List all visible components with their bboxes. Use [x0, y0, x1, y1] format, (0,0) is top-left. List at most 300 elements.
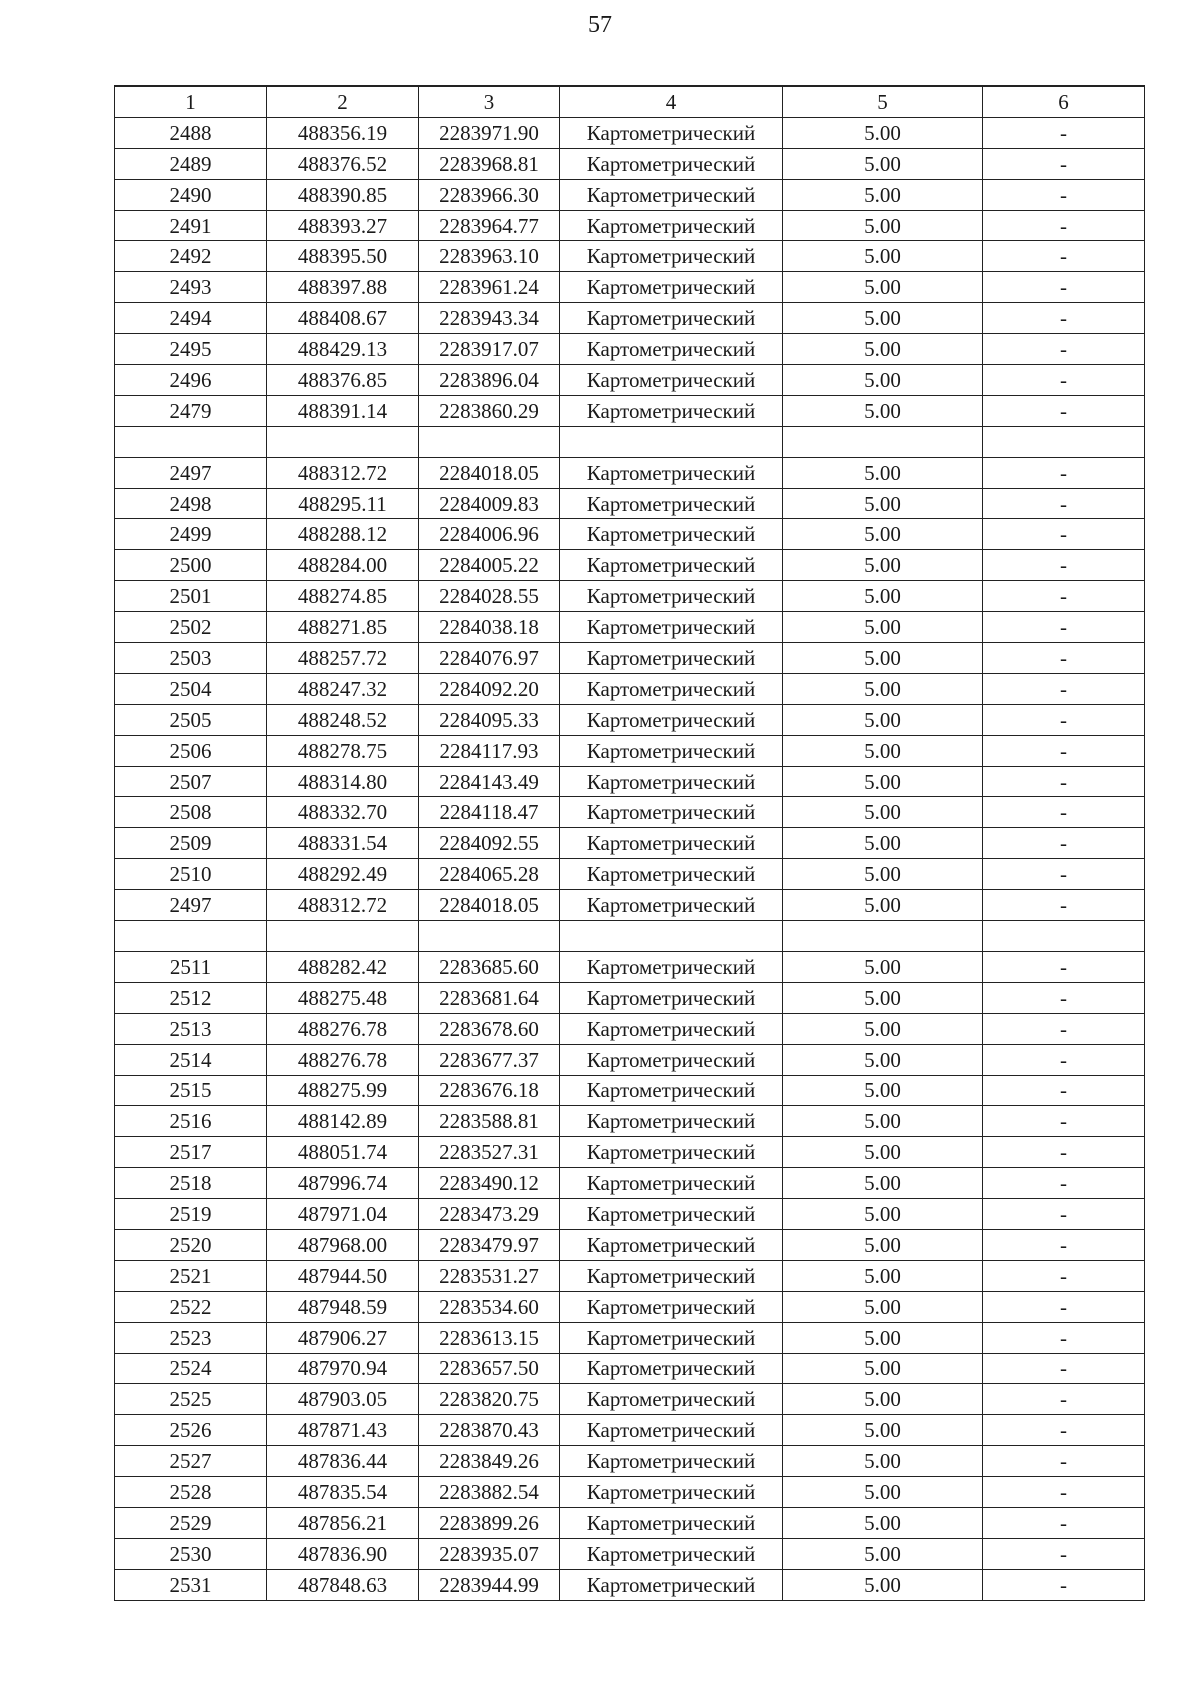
- accuracy-cell: 5.00: [783, 1353, 983, 1384]
- empty-cell: [783, 426, 983, 457]
- y-coordinate-cell: 2283479.97: [419, 1229, 560, 1260]
- x-coordinate-cell: 488275.48: [267, 982, 419, 1013]
- note-cell: -: [983, 334, 1145, 365]
- x-coordinate-cell: 488429.13: [267, 334, 419, 365]
- method-cell: Картометрический: [560, 1075, 783, 1106]
- y-coordinate-cell: 2283961.24: [419, 272, 560, 303]
- table-row: [115, 179, 1145, 210]
- method-cell: Картометрический: [560, 1044, 783, 1075]
- point-number-cell: 2515: [115, 1075, 267, 1106]
- note-cell: -: [983, 1507, 1145, 1538]
- method-cell: Картометрический: [560, 1322, 783, 1353]
- table-row: [115, 148, 1145, 179]
- y-coordinate-cell: 2283849.26: [419, 1446, 560, 1477]
- table-row: [115, 735, 1145, 766]
- point-number-cell: 2524: [115, 1353, 267, 1384]
- note-cell: -: [983, 612, 1145, 643]
- point-number-cell: 2520: [115, 1229, 267, 1260]
- x-coordinate-cell: 487968.00: [267, 1229, 419, 1260]
- method-cell: Картометрический: [560, 859, 783, 890]
- accuracy-cell: 5.00: [783, 272, 983, 303]
- table-row: [115, 1322, 1145, 1353]
- accuracy-cell: 5.00: [783, 612, 983, 643]
- method-cell: Картометрический: [560, 395, 783, 426]
- note-cell: -: [983, 395, 1145, 426]
- group-separator-row: [115, 426, 1145, 457]
- note-cell: -: [983, 1477, 1145, 1508]
- method-cell: Картометрический: [560, 1538, 783, 1569]
- note-cell: -: [983, 581, 1145, 612]
- point-number-cell: 2489: [115, 148, 267, 179]
- accuracy-cell: 5.00: [783, 365, 983, 396]
- table-row: [115, 272, 1145, 303]
- accuracy-cell: 5.00: [783, 673, 983, 704]
- accuracy-cell: 5.00: [783, 1013, 983, 1044]
- y-coordinate-cell: 2283968.81: [419, 148, 560, 179]
- x-coordinate-cell: 488247.32: [267, 673, 419, 704]
- y-coordinate-cell: 2284118.47: [419, 797, 560, 828]
- method-cell: Картометрический: [560, 1106, 783, 1137]
- accuracy-cell: 5.00: [783, 704, 983, 735]
- y-coordinate-cell: 2284038.18: [419, 612, 560, 643]
- x-coordinate-cell: 487871.43: [267, 1415, 419, 1446]
- method-cell: Картометрический: [560, 241, 783, 272]
- table-row: [115, 828, 1145, 859]
- accuracy-cell: 5.00: [783, 241, 983, 272]
- x-coordinate-cell: 488051.74: [267, 1137, 419, 1168]
- method-cell: Картометрический: [560, 1415, 783, 1446]
- accuracy-cell: 5.00: [783, 797, 983, 828]
- table-row: [115, 550, 1145, 581]
- table-row: [115, 1384, 1145, 1415]
- point-number-cell: 2517: [115, 1137, 267, 1168]
- point-number-cell: 2494: [115, 303, 267, 334]
- note-cell: -: [983, 643, 1145, 674]
- x-coordinate-cell: 487970.94: [267, 1353, 419, 1384]
- x-coordinate-cell: 487836.90: [267, 1538, 419, 1569]
- x-coordinate-cell: 488314.80: [267, 766, 419, 797]
- table-row: [115, 766, 1145, 797]
- table-row: [115, 365, 1145, 396]
- note-cell: -: [983, 210, 1145, 241]
- accuracy-cell: 5.00: [783, 519, 983, 550]
- accuracy-cell: 5.00: [783, 735, 983, 766]
- method-cell: Картометрический: [560, 272, 783, 303]
- table-row: [115, 1199, 1145, 1230]
- y-coordinate-cell: 2283534.60: [419, 1291, 560, 1322]
- y-coordinate-cell: 2284076.97: [419, 643, 560, 674]
- accuracy-cell: 5.00: [783, 210, 983, 241]
- method-cell: Картометрический: [560, 673, 783, 704]
- point-number-cell: 2512: [115, 982, 267, 1013]
- column-header-6: 6: [983, 86, 1145, 117]
- table-row: [115, 1075, 1145, 1106]
- method-cell: Картометрический: [560, 828, 783, 859]
- point-number-cell: 2491: [115, 210, 267, 241]
- accuracy-cell: 5.00: [783, 1229, 983, 1260]
- y-coordinate-cell: 2284018.05: [419, 890, 560, 921]
- note-cell: -: [983, 735, 1145, 766]
- table-row: [115, 951, 1145, 982]
- x-coordinate-cell: 487903.05: [267, 1384, 419, 1415]
- note-cell: -: [983, 457, 1145, 488]
- y-coordinate-cell: 2283896.04: [419, 365, 560, 396]
- method-cell: Картометрический: [560, 179, 783, 210]
- method-cell: Картометрический: [560, 1353, 783, 1384]
- note-cell: -: [983, 1229, 1145, 1260]
- point-number-cell: 2523: [115, 1322, 267, 1353]
- note-cell: -: [983, 1291, 1145, 1322]
- column-header-5: 5: [783, 86, 983, 117]
- point-number-cell: 2519: [115, 1199, 267, 1230]
- method-cell: Картометрический: [560, 210, 783, 241]
- point-number-cell: 2506: [115, 735, 267, 766]
- y-coordinate-cell: 2283860.29: [419, 395, 560, 426]
- x-coordinate-cell: 488397.88: [267, 272, 419, 303]
- point-number-cell: 2497: [115, 890, 267, 921]
- point-number-cell: 2498: [115, 488, 267, 519]
- point-number-cell: 2490: [115, 179, 267, 210]
- method-cell: Картометрический: [560, 1291, 783, 1322]
- y-coordinate-cell: 2284117.93: [419, 735, 560, 766]
- accuracy-cell: 5.00: [783, 488, 983, 519]
- method-cell: Картометрический: [560, 488, 783, 519]
- x-coordinate-cell: 487996.74: [267, 1168, 419, 1199]
- method-cell: Картометрический: [560, 643, 783, 674]
- y-coordinate-cell: 2283588.81: [419, 1106, 560, 1137]
- method-cell: Картометрический: [560, 1137, 783, 1168]
- method-cell: Картометрический: [560, 766, 783, 797]
- point-number-cell: 2530: [115, 1538, 267, 1569]
- note-cell: -: [983, 1353, 1145, 1384]
- note-cell: -: [983, 1168, 1145, 1199]
- method-cell: Картометрический: [560, 1168, 783, 1199]
- accuracy-cell: 5.00: [783, 1137, 983, 1168]
- method-cell: Картометрический: [560, 148, 783, 179]
- x-coordinate-cell: 487971.04: [267, 1199, 419, 1230]
- x-coordinate-cell: 487856.21: [267, 1507, 419, 1538]
- accuracy-cell: 5.00: [783, 1260, 983, 1291]
- point-number-cell: 2511: [115, 951, 267, 982]
- note-cell: -: [983, 272, 1145, 303]
- accuracy-cell: 5.00: [783, 890, 983, 921]
- y-coordinate-cell: 2283490.12: [419, 1168, 560, 1199]
- note-cell: -: [983, 951, 1145, 982]
- accuracy-cell: 5.00: [783, 1477, 983, 1508]
- note-cell: -: [983, 1013, 1145, 1044]
- note-cell: -: [983, 828, 1145, 859]
- accuracy-cell: 5.00: [783, 550, 983, 581]
- empty-cell: [267, 426, 419, 457]
- accuracy-cell: 5.00: [783, 303, 983, 334]
- accuracy-cell: 5.00: [783, 1106, 983, 1137]
- y-coordinate-cell: 2284006.96: [419, 519, 560, 550]
- y-coordinate-cell: 2284028.55: [419, 581, 560, 612]
- method-cell: Картометрический: [560, 457, 783, 488]
- x-coordinate-cell: 487836.44: [267, 1446, 419, 1477]
- y-coordinate-cell: 2283681.64: [419, 982, 560, 1013]
- empty-cell: [267, 921, 419, 952]
- x-coordinate-cell: 488331.54: [267, 828, 419, 859]
- method-cell: Картометрический: [560, 1477, 783, 1508]
- point-number-cell: 2502: [115, 612, 267, 643]
- accuracy-cell: 5.00: [783, 766, 983, 797]
- point-number-cell: 2508: [115, 797, 267, 828]
- column-header-4: 4: [560, 86, 783, 117]
- x-coordinate-cell: 488295.11: [267, 488, 419, 519]
- point-number-cell: 2500: [115, 550, 267, 581]
- table-row: [115, 1229, 1145, 1260]
- accuracy-cell: 5.00: [783, 581, 983, 612]
- method-cell: Картометрический: [560, 1013, 783, 1044]
- point-number-cell: 2527: [115, 1446, 267, 1477]
- accuracy-cell: 5.00: [783, 334, 983, 365]
- x-coordinate-cell: 487906.27: [267, 1322, 419, 1353]
- note-cell: -: [983, 797, 1145, 828]
- point-number-cell: 2513: [115, 1013, 267, 1044]
- method-cell: Картометрический: [560, 1446, 783, 1477]
- table-row: [115, 1044, 1145, 1075]
- note-cell: -: [983, 1384, 1145, 1415]
- point-number-cell: 2528: [115, 1477, 267, 1508]
- x-coordinate-cell: 488332.70: [267, 797, 419, 828]
- accuracy-cell: 5.00: [783, 457, 983, 488]
- note-cell: -: [983, 1260, 1145, 1291]
- accuracy-cell: 5.00: [783, 395, 983, 426]
- y-coordinate-cell: 2283820.75: [419, 1384, 560, 1415]
- accuracy-cell: 5.00: [783, 1044, 983, 1075]
- point-number-cell: 2496: [115, 365, 267, 396]
- point-number-cell: 2505: [115, 704, 267, 735]
- y-coordinate-cell: 2283676.18: [419, 1075, 560, 1106]
- x-coordinate-cell: 488312.72: [267, 457, 419, 488]
- table-row: [115, 890, 1145, 921]
- table-row: [115, 1477, 1145, 1508]
- accuracy-cell: 5.00: [783, 1446, 983, 1477]
- note-cell: -: [983, 1415, 1145, 1446]
- y-coordinate-cell: 2283899.26: [419, 1507, 560, 1538]
- x-coordinate-cell: 488390.85: [267, 179, 419, 210]
- method-cell: Картометрический: [560, 890, 783, 921]
- x-coordinate-cell: 488376.52: [267, 148, 419, 179]
- note-cell: -: [983, 148, 1145, 179]
- table-header-row: [115, 86, 1145, 117]
- note-cell: -: [983, 859, 1145, 890]
- table-row: [115, 1168, 1145, 1199]
- method-cell: Картометрический: [560, 117, 783, 148]
- x-coordinate-cell: 488284.00: [267, 550, 419, 581]
- point-number-cell: 2516: [115, 1106, 267, 1137]
- y-coordinate-cell: 2283657.50: [419, 1353, 560, 1384]
- x-coordinate-cell: 488288.12: [267, 519, 419, 550]
- method-cell: Картометрический: [560, 303, 783, 334]
- point-number-cell: 2503: [115, 643, 267, 674]
- method-cell: Картометрический: [560, 735, 783, 766]
- y-coordinate-cell: 2283943.34: [419, 303, 560, 334]
- x-coordinate-cell: 488276.78: [267, 1044, 419, 1075]
- point-number-cell: 2522: [115, 1291, 267, 1322]
- method-cell: Картометрический: [560, 365, 783, 396]
- accuracy-cell: 5.00: [783, 828, 983, 859]
- x-coordinate-cell: 488274.85: [267, 581, 419, 612]
- note-cell: -: [983, 673, 1145, 704]
- table-row: [115, 303, 1145, 334]
- empty-cell: [419, 426, 560, 457]
- table-row: [115, 519, 1145, 550]
- note-cell: -: [983, 1044, 1145, 1075]
- accuracy-cell: 5.00: [783, 1168, 983, 1199]
- note-cell: -: [983, 519, 1145, 550]
- x-coordinate-cell: 488248.52: [267, 704, 419, 735]
- table-row: [115, 457, 1145, 488]
- x-coordinate-cell: 488271.85: [267, 612, 419, 643]
- point-number-cell: 2510: [115, 859, 267, 890]
- x-coordinate-cell: 488275.99: [267, 1075, 419, 1106]
- table-row: [115, 797, 1145, 828]
- note-cell: -: [983, 303, 1145, 334]
- table-row: [115, 581, 1145, 612]
- method-cell: Картометрический: [560, 1260, 783, 1291]
- y-coordinate-cell: 2284095.33: [419, 704, 560, 735]
- empty-cell: [560, 426, 783, 457]
- accuracy-cell: 5.00: [783, 1569, 983, 1600]
- empty-cell: [983, 426, 1145, 457]
- y-coordinate-cell: 2284092.20: [419, 673, 560, 704]
- y-coordinate-cell: 2283935.07: [419, 1538, 560, 1569]
- point-number-cell: 2504: [115, 673, 267, 704]
- point-number-cell: 2529: [115, 1507, 267, 1538]
- note-cell: -: [983, 890, 1145, 921]
- y-coordinate-cell: 2283527.31: [419, 1137, 560, 1168]
- table-row: [115, 241, 1145, 272]
- note-cell: -: [983, 1569, 1145, 1600]
- accuracy-cell: 5.00: [783, 951, 983, 982]
- note-cell: -: [983, 704, 1145, 735]
- accuracy-cell: 5.00: [783, 117, 983, 148]
- coordinates-table: [114, 85, 1145, 1601]
- note-cell: -: [983, 488, 1145, 519]
- note-cell: -: [983, 1106, 1145, 1137]
- point-number-cell: 2492: [115, 241, 267, 272]
- y-coordinate-cell: 2283613.15: [419, 1322, 560, 1353]
- y-coordinate-cell: 2284018.05: [419, 457, 560, 488]
- accuracy-cell: 5.00: [783, 643, 983, 674]
- note-cell: -: [983, 365, 1145, 396]
- point-number-cell: 2488: [115, 117, 267, 148]
- accuracy-cell: 5.00: [783, 1199, 983, 1230]
- method-cell: Картометрический: [560, 1229, 783, 1260]
- y-coordinate-cell: 2284005.22: [419, 550, 560, 581]
- table-row: [115, 1569, 1145, 1600]
- method-cell: Картометрический: [560, 1569, 783, 1600]
- point-number-cell: 2493: [115, 272, 267, 303]
- accuracy-cell: 5.00: [783, 1075, 983, 1106]
- note-cell: -: [983, 1322, 1145, 1353]
- point-number-cell: 2526: [115, 1415, 267, 1446]
- note-cell: -: [983, 1446, 1145, 1477]
- note-cell: -: [983, 241, 1145, 272]
- point-number-cell: 2518: [115, 1168, 267, 1199]
- method-cell: Картометрический: [560, 1384, 783, 1415]
- x-coordinate-cell: 488292.49: [267, 859, 419, 890]
- x-coordinate-cell: 488356.19: [267, 117, 419, 148]
- empty-cell: [115, 426, 267, 457]
- table-row: [115, 334, 1145, 365]
- note-cell: -: [983, 179, 1145, 210]
- table-row: [115, 210, 1145, 241]
- method-cell: Картометрический: [560, 1199, 783, 1230]
- page-number: 57: [588, 12, 612, 38]
- empty-cell: [983, 921, 1145, 952]
- y-coordinate-cell: 2283964.77: [419, 210, 560, 241]
- point-number-cell: 2507: [115, 766, 267, 797]
- note-cell: -: [983, 550, 1145, 581]
- y-coordinate-cell: 2283870.43: [419, 1415, 560, 1446]
- note-cell: -: [983, 1075, 1145, 1106]
- table-row: [115, 1446, 1145, 1477]
- point-number-cell: 2495: [115, 334, 267, 365]
- note-cell: -: [983, 117, 1145, 148]
- method-cell: Картометрический: [560, 951, 783, 982]
- table-row: [115, 395, 1145, 426]
- x-coordinate-cell: 488395.50: [267, 241, 419, 272]
- point-number-cell: 2525: [115, 1384, 267, 1415]
- x-coordinate-cell: 488393.27: [267, 210, 419, 241]
- table-row: [115, 1260, 1145, 1291]
- x-coordinate-cell: 488312.72: [267, 890, 419, 921]
- table-row: [115, 1291, 1145, 1322]
- x-coordinate-cell: 487848.63: [267, 1569, 419, 1600]
- table-row: [115, 859, 1145, 890]
- y-coordinate-cell: 2283531.27: [419, 1260, 560, 1291]
- point-number-cell: 2499: [115, 519, 267, 550]
- accuracy-cell: 5.00: [783, 1507, 983, 1538]
- accuracy-cell: 5.00: [783, 1291, 983, 1322]
- x-coordinate-cell: 488278.75: [267, 735, 419, 766]
- y-coordinate-cell: 2283882.54: [419, 1477, 560, 1508]
- method-cell: Картометрический: [560, 982, 783, 1013]
- x-coordinate-cell: 488376.85: [267, 365, 419, 396]
- accuracy-cell: 5.00: [783, 1538, 983, 1569]
- table-row: [115, 1106, 1145, 1137]
- table-row: [115, 1538, 1145, 1569]
- table-body: [115, 117, 1145, 1600]
- y-coordinate-cell: 2283677.37: [419, 1044, 560, 1075]
- table-row: [115, 1415, 1145, 1446]
- y-coordinate-cell: 2283685.60: [419, 951, 560, 982]
- accuracy-cell: 5.00: [783, 1415, 983, 1446]
- empty-cell: [560, 921, 783, 952]
- y-coordinate-cell: 2283678.60: [419, 1013, 560, 1044]
- note-cell: -: [983, 1538, 1145, 1569]
- y-coordinate-cell: 2283917.07: [419, 334, 560, 365]
- accuracy-cell: 5.00: [783, 1322, 983, 1353]
- method-cell: Картометрический: [560, 612, 783, 643]
- y-coordinate-cell: 2283944.99: [419, 1569, 560, 1600]
- table-row: [115, 643, 1145, 674]
- y-coordinate-cell: 2284065.28: [419, 859, 560, 890]
- point-number-cell: 2497: [115, 457, 267, 488]
- table-row: [115, 488, 1145, 519]
- table-row: [115, 673, 1145, 704]
- x-coordinate-cell: 488282.42: [267, 951, 419, 982]
- point-number-cell: 2479: [115, 395, 267, 426]
- x-coordinate-cell: 487944.50: [267, 1260, 419, 1291]
- group-separator-row: [115, 921, 1145, 952]
- accuracy-cell: 5.00: [783, 982, 983, 1013]
- table-row: [115, 982, 1145, 1013]
- table-row: [115, 1507, 1145, 1538]
